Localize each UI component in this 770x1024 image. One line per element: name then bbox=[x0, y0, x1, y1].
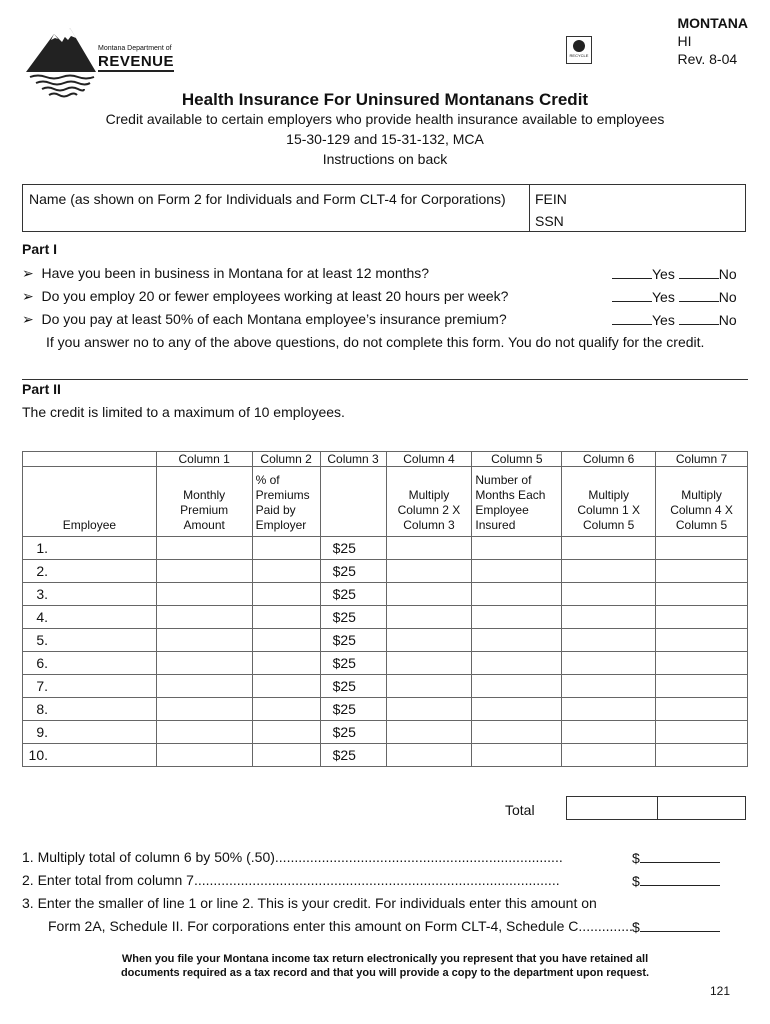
table-row bbox=[23, 629, 748, 652]
column-4-cell[interactable] bbox=[386, 560, 472, 583]
line-3-blank bbox=[640, 918, 720, 932]
column-6-cell[interactable] bbox=[562, 721, 656, 744]
employee-cell[interactable] bbox=[23, 698, 157, 721]
column-7-cell[interactable] bbox=[656, 721, 748, 744]
column-3-value: $25 bbox=[320, 629, 386, 652]
logo-agency-name: REVENUE bbox=[98, 53, 175, 70]
col6-header-line: Column 5 bbox=[583, 518, 635, 532]
column-5-cell[interactable] bbox=[472, 560, 562, 583]
column-5-cell[interactable] bbox=[472, 675, 562, 698]
col1-header-line: Amount bbox=[183, 518, 225, 532]
arrow-bullet-icon: ➢ bbox=[22, 288, 34, 304]
row-number: 2. bbox=[36, 563, 48, 579]
column-4-header bbox=[386, 467, 472, 537]
column-4-cell[interactable] bbox=[386, 698, 472, 721]
q3-yes-blank[interactable] bbox=[612, 311, 652, 325]
employee-cell[interactable] bbox=[23, 560, 157, 583]
column-2-header bbox=[252, 467, 320, 537]
table-row bbox=[23, 675, 748, 698]
line-1-blank bbox=[640, 849, 720, 863]
column-7-cell[interactable] bbox=[656, 583, 748, 606]
yes-label: Yes bbox=[652, 266, 675, 282]
taxpayer-name-box[interactable] bbox=[22, 184, 746, 232]
column-1-cell[interactable] bbox=[156, 721, 252, 744]
subtitle-instructions: Instructions on back bbox=[322, 151, 448, 167]
column-6-cell[interactable] bbox=[562, 652, 656, 675]
column-3-value: $25 bbox=[320, 675, 386, 698]
line-3-continued: Form 2A, Schedule II. For corporations enter this amount on Form CLT-4, Schedule C.............. bbox=[48, 918, 633, 934]
no-label: No bbox=[718, 266, 737, 282]
table-row bbox=[23, 744, 748, 767]
line-1: 1. Multiply total of column 6 by 50% (.50).......................................................................... bbox=[22, 849, 563, 865]
column-7-cell[interactable] bbox=[656, 698, 748, 721]
col5-header-line: Employee bbox=[475, 503, 529, 517]
line-2: 2. Enter total from column 7.............................................................................................. bbox=[22, 872, 560, 888]
col1-header-line: Premium bbox=[180, 503, 229, 517]
total-box-divider bbox=[657, 797, 658, 819]
column-3-value: $25 bbox=[320, 560, 386, 583]
employee-cell[interactable] bbox=[23, 606, 157, 629]
column-6-cell[interactable] bbox=[562, 560, 656, 583]
column-2-cell[interactable] bbox=[252, 675, 320, 698]
col2-header-line: Premiums bbox=[255, 488, 310, 502]
subtitle-credit: Credit available to certain employers who provide health insurance available to employees bbox=[105, 111, 665, 127]
q2-yes-blank[interactable] bbox=[612, 288, 652, 302]
column-1-cell[interactable] bbox=[156, 537, 252, 560]
question-1-answer bbox=[612, 265, 737, 282]
total-label: Total bbox=[505, 802, 535, 818]
column-5-header bbox=[472, 467, 562, 537]
part2-limit: The credit is limited to a maximum of 10 employees. bbox=[22, 404, 345, 420]
row-number: 8. bbox=[36, 701, 48, 717]
subtitle-statute: 15-30-129 and 15-31-132, MCA bbox=[286, 131, 484, 147]
employee-cell[interactable] bbox=[23, 744, 157, 767]
question-1 bbox=[22, 265, 429, 282]
question-1-text: Have you been in business in Montana for at least 12 months? bbox=[41, 265, 430, 281]
q3-no-blank[interactable] bbox=[679, 311, 719, 325]
column-6-cell[interactable] bbox=[562, 537, 656, 560]
yes-label: Yes bbox=[652, 289, 675, 305]
form-id-block bbox=[677, 14, 748, 68]
line-2-amount[interactable] bbox=[632, 872, 720, 889]
column-7-cell[interactable] bbox=[656, 606, 748, 629]
table-row bbox=[23, 537, 748, 560]
col2-header-line: Employer bbox=[255, 518, 307, 532]
col7-header-line: Column 5 bbox=[675, 518, 728, 532]
ssn-label: SSN bbox=[535, 213, 564, 229]
column-2-cell[interactable] bbox=[252, 583, 320, 606]
page-number: 121 bbox=[709, 984, 730, 998]
column-5-cell[interactable] bbox=[472, 744, 562, 767]
employee-cell[interactable] bbox=[23, 675, 157, 698]
form-code: HI bbox=[677, 33, 692, 49]
table-row bbox=[23, 560, 748, 583]
column-1-cell[interactable] bbox=[156, 675, 252, 698]
column-6-cell[interactable] bbox=[562, 698, 656, 721]
column-4-cell[interactable] bbox=[386, 652, 472, 675]
col5-header-line: Insured bbox=[475, 518, 516, 532]
column-3-value: $25 bbox=[320, 721, 386, 744]
table-row bbox=[23, 721, 748, 744]
col5-header-line: Months Each bbox=[475, 488, 546, 502]
revision-label: Rev. 8-04 bbox=[677, 51, 738, 67]
row-number: 9. bbox=[36, 724, 48, 740]
column-5-number: Column 5 bbox=[472, 452, 562, 467]
column-7-number: Column 7 bbox=[656, 452, 748, 467]
table-row bbox=[23, 606, 748, 629]
dollar-sign: $ bbox=[632, 873, 640, 889]
yes-label: Yes bbox=[652, 312, 675, 328]
column-4-number: Column 4 bbox=[386, 452, 472, 467]
row-number: 5. bbox=[36, 632, 48, 648]
col4-header-line: Multiply bbox=[408, 488, 450, 502]
col2-header-line: % of bbox=[255, 473, 280, 487]
employee-cell[interactable] bbox=[23, 721, 157, 744]
column-5-cell[interactable] bbox=[472, 629, 562, 652]
column-1-cell[interactable] bbox=[156, 744, 252, 767]
col7-header-line: Multiply bbox=[681, 488, 722, 502]
column-3-value: $25 bbox=[320, 698, 386, 721]
column-1-cell[interactable] bbox=[156, 583, 252, 606]
column-4-cell[interactable] bbox=[386, 675, 472, 698]
question-3 bbox=[22, 311, 507, 328]
col6-header-line: Multiply bbox=[588, 488, 630, 502]
part1-note: If you answer no to any of the above questions, do not complete this form. You do not qualify for the credit. bbox=[46, 334, 705, 350]
line-3-amount[interactable] bbox=[632, 918, 720, 935]
table-row bbox=[23, 698, 748, 721]
column-7-cell[interactable] bbox=[656, 560, 748, 583]
column-6-cell[interactable] bbox=[562, 744, 656, 767]
column-1-cell[interactable] bbox=[156, 652, 252, 675]
footer-line-1: When you file your Montana income tax return electronically you represent that you have retained all bbox=[121, 953, 649, 965]
arrow-bullet-icon: ➢ bbox=[22, 265, 34, 281]
logo-agency-line: Montana Department of bbox=[98, 45, 172, 52]
column-2-cell[interactable] bbox=[252, 537, 320, 560]
column-3-value: $25 bbox=[320, 583, 386, 606]
row-number: 4. bbox=[36, 609, 48, 625]
column-6-cell[interactable] bbox=[562, 629, 656, 652]
column-3-value: $25 bbox=[320, 744, 386, 767]
form-title: Health Insurance For Uninsured Montanans Credit bbox=[181, 90, 589, 109]
column-7-header bbox=[656, 467, 748, 537]
column-5-cell[interactable] bbox=[472, 652, 562, 675]
column-3-header bbox=[320, 467, 386, 537]
employee-cell[interactable] bbox=[23, 583, 157, 606]
dollar-sign: $ bbox=[632, 850, 640, 866]
employee-header: Employee bbox=[23, 467, 157, 537]
column-1-cell[interactable] bbox=[156, 698, 252, 721]
fein-label: FEIN bbox=[535, 191, 567, 207]
question-2-text: Do you employ 20 or fewer employees working at least 20 hours per week? bbox=[41, 288, 509, 304]
dollar-sign: $ bbox=[632, 919, 640, 935]
column-6-cell[interactable] bbox=[562, 675, 656, 698]
footer-line-2: documents required as a tax record and that you will provide a copy to the department upon request. bbox=[120, 967, 650, 979]
name-label: Name (as shown on Form 2 for Individuals and Form CLT-4 for Corporations) bbox=[29, 191, 506, 207]
recycle-icon bbox=[573, 40, 585, 52]
name-box-divider bbox=[529, 185, 530, 231]
column-1-number: Column 1 bbox=[156, 452, 252, 467]
footer-notice bbox=[0, 952, 770, 980]
column-4-cell[interactable] bbox=[386, 606, 472, 629]
column-1-cell[interactable] bbox=[156, 629, 252, 652]
row-number: 7. bbox=[36, 678, 48, 694]
column-4-cell[interactable] bbox=[386, 537, 472, 560]
no-label: No bbox=[718, 312, 737, 328]
column-7-cell[interactable] bbox=[656, 675, 748, 698]
question-2-answer bbox=[612, 288, 737, 305]
column-3-value: $25 bbox=[320, 537, 386, 560]
column-4-cell[interactable] bbox=[386, 721, 472, 744]
q2-no-blank[interactable] bbox=[679, 288, 719, 302]
q1-no-blank[interactable] bbox=[679, 265, 719, 279]
column-7-cell[interactable] bbox=[656, 629, 748, 652]
column-1-header bbox=[156, 467, 252, 537]
section-divider bbox=[22, 379, 748, 380]
total-box[interactable] bbox=[566, 796, 746, 820]
part1-heading: Part I bbox=[22, 241, 58, 257]
col4-header-line: Column 2 X bbox=[397, 503, 461, 517]
employee-cell[interactable] bbox=[23, 537, 157, 560]
column-2-cell[interactable] bbox=[252, 560, 320, 583]
line-3: 3. Enter the smaller of line 1 or line 2. This is your credit. For individuals enter this amount on bbox=[22, 895, 597, 911]
question-3-text: Do you pay at least 50% of each Montana employee’s insurance premium? bbox=[41, 311, 507, 327]
question-2 bbox=[22, 288, 508, 305]
col1-header-line: Monthly bbox=[183, 488, 226, 502]
column-6-cell[interactable] bbox=[562, 606, 656, 629]
column-3-value: $25 bbox=[320, 652, 386, 675]
table-row bbox=[23, 652, 748, 675]
line-2-blank bbox=[640, 872, 720, 886]
column-1-cell[interactable] bbox=[156, 560, 252, 583]
column-7-cell[interactable] bbox=[656, 537, 748, 560]
arrow-bullet-icon: ➢ bbox=[22, 311, 34, 327]
column-2-cell[interactable] bbox=[252, 629, 320, 652]
stamp-label: RECYCLE bbox=[569, 53, 589, 58]
table-row bbox=[23, 583, 748, 606]
col7-header-line: Column 4 X bbox=[670, 503, 733, 517]
column-5-cell[interactable] bbox=[472, 583, 562, 606]
column-2-cell[interactable] bbox=[252, 606, 320, 629]
column-5-cell[interactable] bbox=[472, 698, 562, 721]
column-5-cell[interactable] bbox=[472, 537, 562, 560]
line-1-amount[interactable] bbox=[632, 849, 720, 866]
column-1-cell[interactable] bbox=[156, 606, 252, 629]
column-3-number: Column 3 bbox=[320, 452, 386, 467]
col2-header-line: Paid by bbox=[255, 503, 296, 517]
column-6-header bbox=[562, 467, 656, 537]
column-5-cell[interactable] bbox=[472, 721, 562, 744]
question-3-answer bbox=[612, 311, 737, 328]
column-6-number: Column 6 bbox=[562, 452, 656, 467]
column-2-number: Column 2 bbox=[252, 452, 320, 467]
column-number-blank bbox=[23, 452, 157, 467]
column-3-value: $25 bbox=[320, 606, 386, 629]
col4-header-line: Column 3 bbox=[403, 518, 455, 532]
no-label: No bbox=[718, 289, 737, 305]
q1-yes-blank[interactable] bbox=[612, 265, 652, 279]
column-2-cell[interactable] bbox=[252, 698, 320, 721]
column-6-cell[interactable] bbox=[562, 583, 656, 606]
part2-heading: Part II bbox=[22, 381, 61, 397]
col6-header-line: Column 1 X bbox=[577, 503, 641, 517]
employee-cell[interactable] bbox=[23, 629, 157, 652]
column-5-cell[interactable] bbox=[472, 606, 562, 629]
employee-cell[interactable] bbox=[23, 652, 157, 675]
column-7-cell[interactable] bbox=[656, 744, 748, 767]
row-number: 3. bbox=[36, 586, 48, 602]
column-4-cell[interactable] bbox=[386, 744, 472, 767]
row-number: 10. bbox=[28, 747, 48, 763]
column-2-cell[interactable] bbox=[252, 721, 320, 744]
row-number: 1. bbox=[36, 540, 48, 556]
column-2-cell[interactable] bbox=[252, 652, 320, 675]
column-4-cell[interactable] bbox=[386, 629, 472, 652]
column-2-cell[interactable] bbox=[252, 744, 320, 767]
recycle-stamp bbox=[566, 36, 592, 64]
state-label: MONTANA bbox=[677, 15, 748, 31]
col5-header-line: Number of bbox=[475, 473, 532, 487]
row-number: 6. bbox=[36, 655, 48, 671]
column-7-cell[interactable] bbox=[656, 652, 748, 675]
employee-credit-table bbox=[22, 451, 748, 767]
column-4-cell[interactable] bbox=[386, 583, 472, 606]
